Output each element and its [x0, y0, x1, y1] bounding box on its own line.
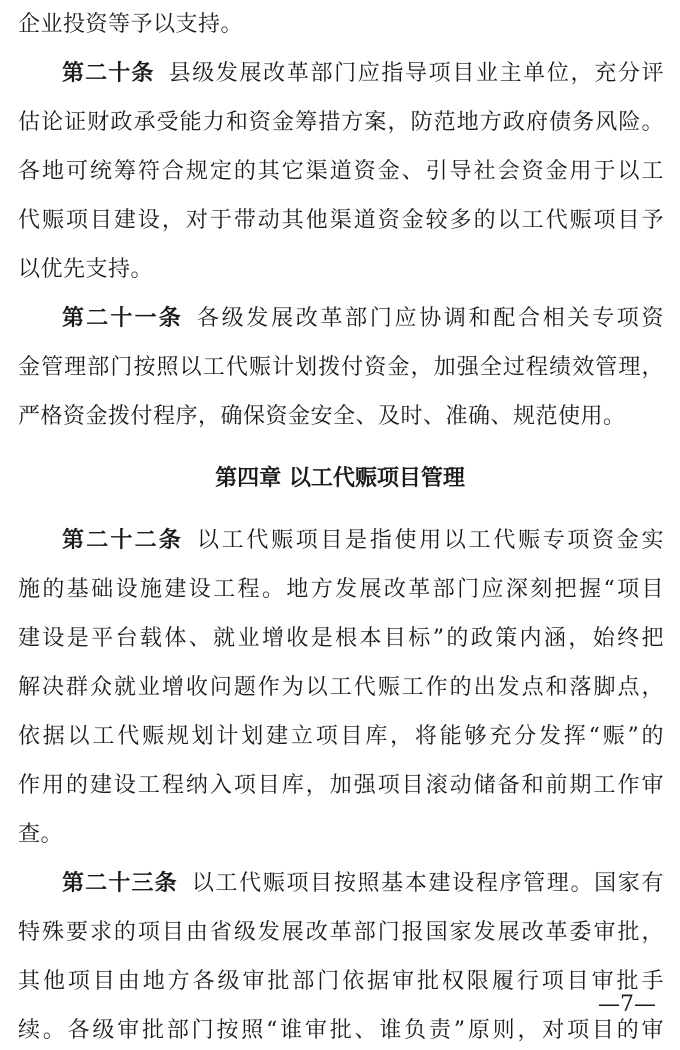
text-line: 作用的建设工程纳入项目库，加强项目滚动储备和前期工作审	[18, 773, 664, 798]
article-21-label: 第二十一条	[62, 306, 183, 331]
article-22-first-line: 第二十二条 以工代赈项目是指使用以工代赈专项资金实	[62, 528, 664, 553]
text-line: 施的基础设施建设工程。地方发展改革部门应深刻把握“项目	[18, 577, 664, 602]
article-23-first-line: 第二十三条 以工代赈项目按照基本建设程序管理。国家有	[62, 871, 664, 896]
text-line: 查。	[18, 822, 64, 847]
text-line: 企业投资等予以支持。	[18, 12, 244, 37]
article-20-first-line: 第二十条 县级发展改革部门应指导项目业主单位，充分评	[62, 61, 664, 86]
article-21-first-line: 第二十一条 各级发展改革部门应协调和配合相关专项资	[62, 306, 664, 331]
chapter-heading: 第四章 以工代赈项目管理	[215, 466, 465, 491]
article-23-label: 第二十三条	[62, 871, 178, 896]
text-line: 依据以工代赈规划计划建立项目库，将能够充分发挥“赈”的	[18, 724, 664, 749]
page-number: —7—	[598, 992, 656, 1017]
article-20-label: 第二十条	[62, 61, 155, 86]
text-line: 金管理部门按照以工代赈计划拨付资金，加强全过程绩效管理，	[18, 355, 664, 380]
text-line: 其他项目由地方各级审批部门依据审批权限履行项目审批手	[18, 969, 664, 994]
text-line: 特殊要求的项目由省级发展改革部门报国家发展改革委审批，	[18, 920, 664, 945]
article-22-label: 第二十二条	[62, 528, 183, 553]
text-line: 以优先支持。	[18, 257, 154, 282]
text-line: 代赈项目建设，对于带动其他渠道资金较多的以工代赈项目予	[18, 208, 664, 233]
text-line: 续。各级审批部门按照“谁审批、谁负责”原则，对项目的审	[18, 1018, 664, 1043]
text-line: 建设是平台载体、就业增收是根本目标”的政策内涵，始终把	[18, 626, 664, 651]
text-line: 解决群众就业增收问题作为以工代赈工作的出发点和落脚点，	[18, 675, 664, 700]
text-line: 估论证财政承受能力和资金筹措方案，防范地方政府债务风险。	[18, 110, 664, 135]
text-line: 各地可统筹符合规定的其它渠道资金、引导社会资金用于以工	[18, 159, 664, 184]
text-line: 严格资金拨付程序，确保资金安全、及时、准确、规范使用。	[18, 404, 626, 429]
